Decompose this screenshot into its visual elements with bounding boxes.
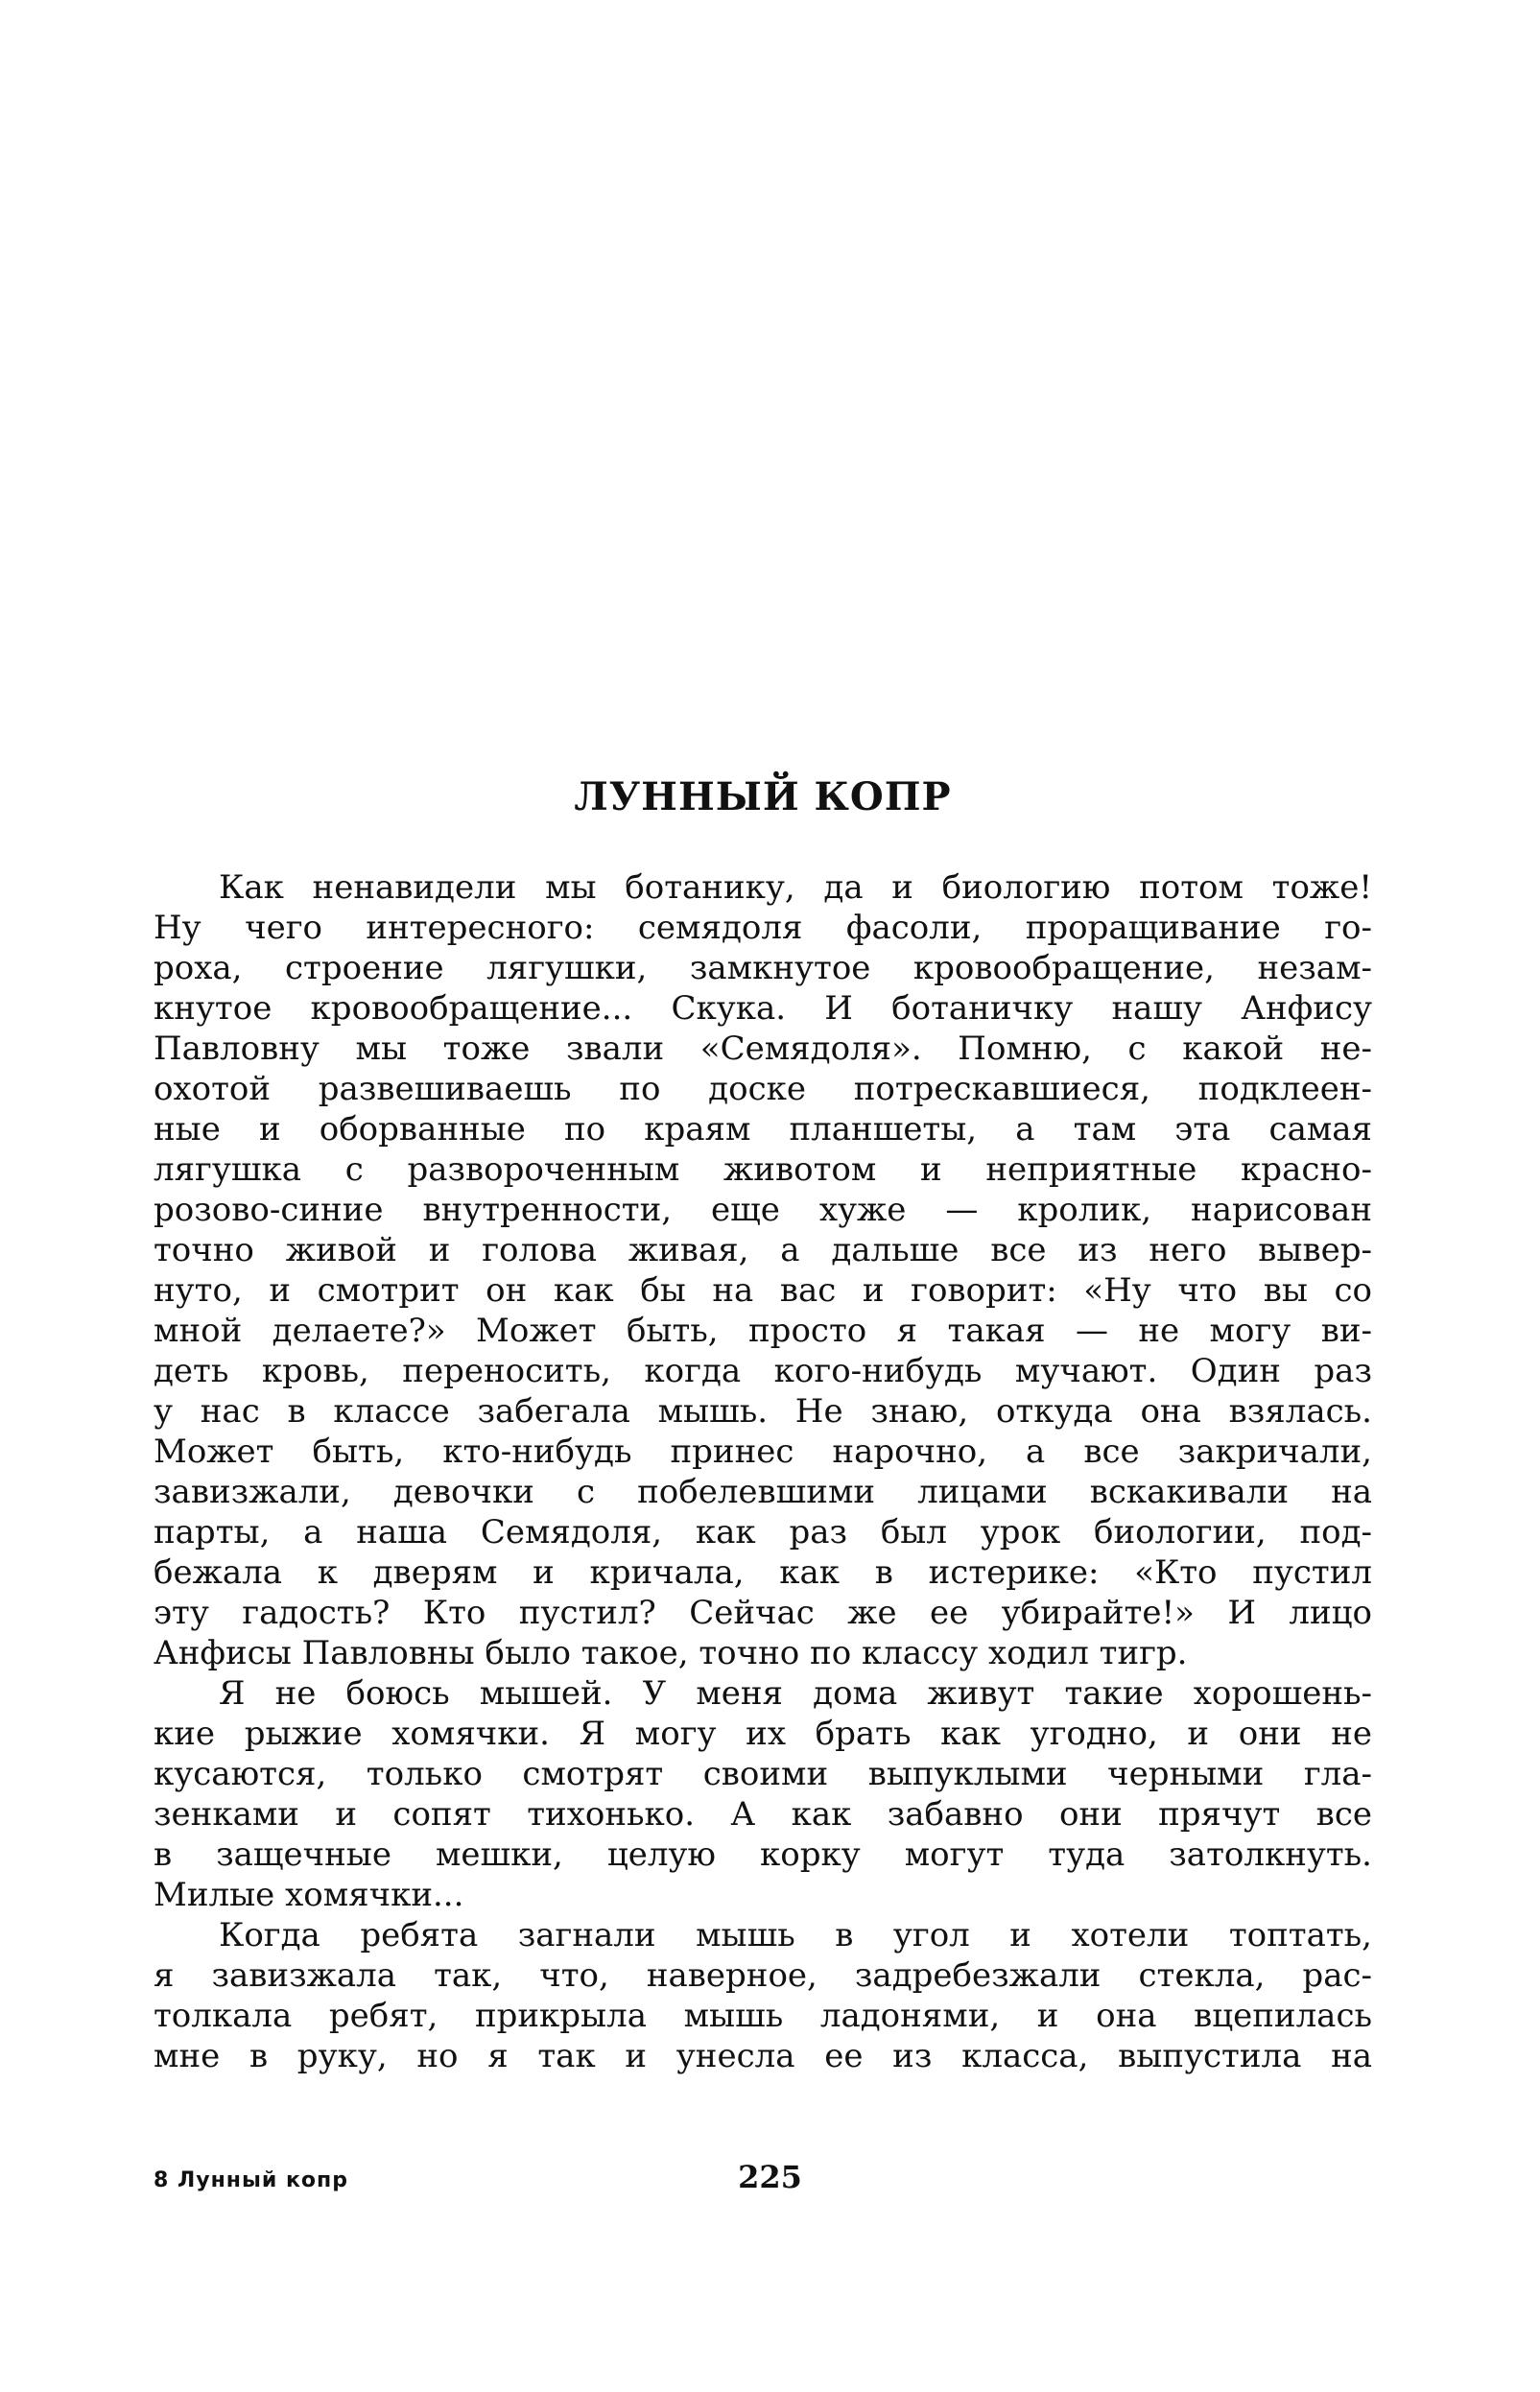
text-line: розово-синие внутренности, еще хуже — кролик, нарисован <box>154 1191 1372 1229</box>
text-line: деть кровь, переносить, когда кого-нибудь мучают. Один раз <box>154 1352 1372 1390</box>
text-line: Павловну мы тоже звали «Семядоля». Помню, с какой не- <box>154 1030 1372 1068</box>
body-text <box>154 867 1372 2076</box>
text-line: ные и оборванные по краям планшеты, а там эта самая <box>154 1110 1372 1149</box>
text-line: зенками и сопят тихонько. А как забавно они прячут все <box>154 1795 1372 1834</box>
text-line: парты, а наша Семядоля, как раз был урок биологии, под- <box>154 1513 1372 1551</box>
text-line: кие рыжие хомячки. Я могу их брать как угодно, и они не <box>154 1715 1372 1753</box>
page-number: 225 <box>738 2159 802 2195</box>
text-line: толкала ребят, прикрыла мышь ладонями, и она вцепилась <box>154 1997 1372 2035</box>
text-line: Анфисы Павловны было такое, точно по классу ходил тигр. <box>154 1634 1188 1672</box>
text-line: роха, строение лягушки, замкнутое кровообращение, незам- <box>154 949 1372 987</box>
text-line: в защечные мешки, целую корку могут туда затолкнуть. <box>154 1835 1372 1874</box>
text-line: Я не боюсь мышей. У меня дома живут такие хорошень- <box>219 1674 1372 1713</box>
text-line: завизжали, девочки с побелевшими лицами вскакивали на <box>154 1473 1372 1511</box>
text-line: Ну чего интересного: семядоля фасоли, проращивание го- <box>154 909 1372 947</box>
printer-signature: 8 Лунный копр <box>154 2168 348 2192</box>
text-line: эту гадость? Кто пустил? Сейчас же ее убирайте!» И лицо <box>154 1594 1372 1632</box>
text-line: я завизжала так, что, наверное, задребезжали стекла, рас- <box>154 1956 1372 1995</box>
text-line: Как ненавидели мы ботанику, да и биологию потом тоже! <box>219 868 1372 907</box>
text-line: Милые хомячки... <box>154 1876 464 1914</box>
text-line: у нас в классе забегала мышь. Не знаю, откуда она взялась. <box>154 1392 1372 1431</box>
text-line: бежала к дверям и кричала, как в истерике: «Кто пустил <box>154 1553 1372 1592</box>
text-line: кусаются, только смотрят своими выпуклыми черными гла- <box>154 1755 1372 1793</box>
text-line: кнутое кровообращение... Скука. И ботаничку нашу Анфису <box>154 989 1372 1028</box>
text-line: мне в руку, но я так и унесла ее из класса, выпустила на <box>154 2037 1372 2075</box>
text-line: лягушка с развороченным животом и неприятные красно- <box>154 1150 1372 1189</box>
text-line: точно живой и голова живая, а дальше все из него вывер- <box>154 1231 1372 1269</box>
text-line: мной делаете?» Может быть, просто я такая — не могу ви- <box>154 1312 1372 1350</box>
text-line: охотой развешиваешь по доске потрескавшиеся, подклеен- <box>154 1070 1372 1108</box>
text-line: нуто, и смотрит он как бы на вас и говорит: «Ну что вы со <box>154 1271 1372 1310</box>
text-line: Когда ребята загнали мышь в угол и хотели топтать, <box>219 1916 1372 1954</box>
chapter-title: ЛУННЫЙ КОПР <box>574 774 952 819</box>
text-line: Может быть, кто-нибудь принес нарочно, а все закричали, <box>154 1433 1372 1471</box>
